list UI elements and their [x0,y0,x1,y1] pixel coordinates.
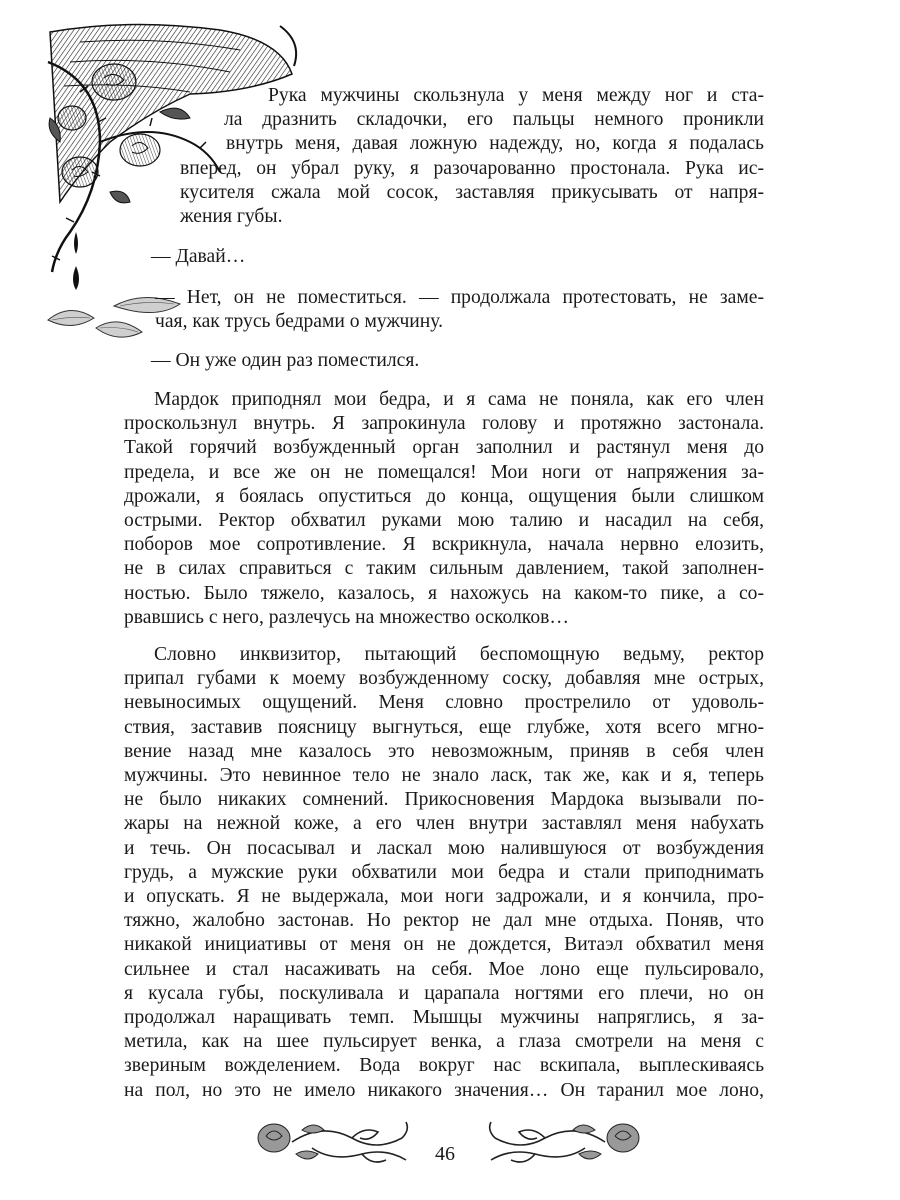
body-paragraph-1 [124,388,764,630]
text-line: ла дразнить складочки, его пальцы немного проникли [224,109,764,131]
dialogue-line-1: — Давай… [151,246,246,267]
footer-rose-ornament-left [252,1108,412,1170]
text-line: никакой инициативы от меня он не дождется, Витаэл обхватил меня [124,934,764,956]
text-line: тяжно, жалобно застонав. Но ректор не дал мне отдыха. Поняв, что [124,910,764,932]
text-line: жения губы. [180,206,283,228]
text-line: на пол, но это не имело никакого значения… Он таранил мое лоно, [124,1079,764,1101]
page-number: 46 [435,1143,455,1165]
text-line: Словно инквизитор, пытающий беспомощную ведьму, ректор [154,644,764,665]
text-line: я кусала губы, поскуливала и царапала ногтями его плечи, но он [124,982,764,1004]
text-line: проскользнул внутрь. Я запрокинула голову и протяжно застонала. [124,413,764,435]
text-line: — Нет, он не поместиться. — продолжала протестовать, не заме- [155,287,764,308]
text-line: ностью. Было тяжело, казалось, я нахожусь на каком-то пике, а со- [124,582,764,604]
footer-rose-ornament-right [470,1108,645,1170]
text-line: кусителя сжала мой сосок, заставляя прикусывать от напря- [180,181,764,203]
text-line: поборов мое сопротивление. Я вскрикнула, начала нервно елозить, [124,534,764,556]
text-line: и опускать. Я не выдержала, мои ноги задрожали, и я кончила, про- [124,886,764,908]
text-line: внутрь меня, давая ложную надежду, но, когда я подалась [226,133,764,155]
text-line: мужчины. Это невинное тело не знало ласк, так же, как и я, теперь [124,765,764,787]
text-line: дрожали, я боялась опуститься до конца, ощущения были слишком [124,485,764,507]
text-line: не в силах справиться с таким сильным давлением, такой заполнен- [124,558,764,580]
text-line: предела, и все же он не помещался! Мои ноги от напряжения за- [124,461,764,483]
text-line: жары на нежной коже, а его член внутри заставлял меня набухать [124,813,764,835]
text-line: острыми. Ректор обхватил руками мою талию и насадил на себя, [124,510,764,532]
text-line: припал губами к моему возбужденному соску, добавляя мне острых, [124,668,764,690]
dialogue-line-2 [155,286,764,334]
text-line: Рука мужчины скользнула у меня между ног и ста- [268,85,764,106]
text-line: Такой горячий возбужденный орган заполнил и растянул меня до [124,437,764,459]
text-line: и течь. Он посасывал и ласкал мою налившуюся от возбуждения [124,837,764,859]
text-line: рвавшись с него, разлечусь на множество осколков… [124,606,569,628]
text-line: метила, как на шее пульсирует венка, а глаза смотрели на меня с [124,1031,764,1053]
text-line: вение назад мне казалось это невозможным, приняв в себя член [124,740,764,762]
text-line: вперед, он убрал руку, я разочарованно простонала. Рука ис- [180,157,764,179]
body-paragraph-2 [124,643,764,1103]
dialogue-line-3: — Он уже один раз поместился. [151,350,420,371]
text-line: Мардок приподнял мои бедра, и я сама не поняла, как его член [154,389,764,410]
text-line: чая, как трусь бедрами о мужчину. [155,311,444,333]
text-line: невыносимых ощущений. Меня словно прострелило от удоволь- [124,692,764,714]
text-line: ствия, заставив поясницу выгнуться, еще глубже, хотя всего мгно- [124,716,764,738]
text-line: звериным вожделением. Вода вокруг нас вскипала, выплескиваясь [124,1055,764,1077]
text-line: продолжал наращивать темп. Мышцы мужчины напряглись, я за- [124,1007,764,1029]
text-line: сильнее и стал насаживать на себя. Мое лоно еще пульсировало, [124,958,764,980]
text-line: не было никаких сомнений. Прикосновения Мардока вызывали по- [124,789,764,811]
intro-paragraph [180,84,764,229]
text-line: грудь, а мужские руки обхватили мои бедра и стали приподнимать [124,861,764,883]
